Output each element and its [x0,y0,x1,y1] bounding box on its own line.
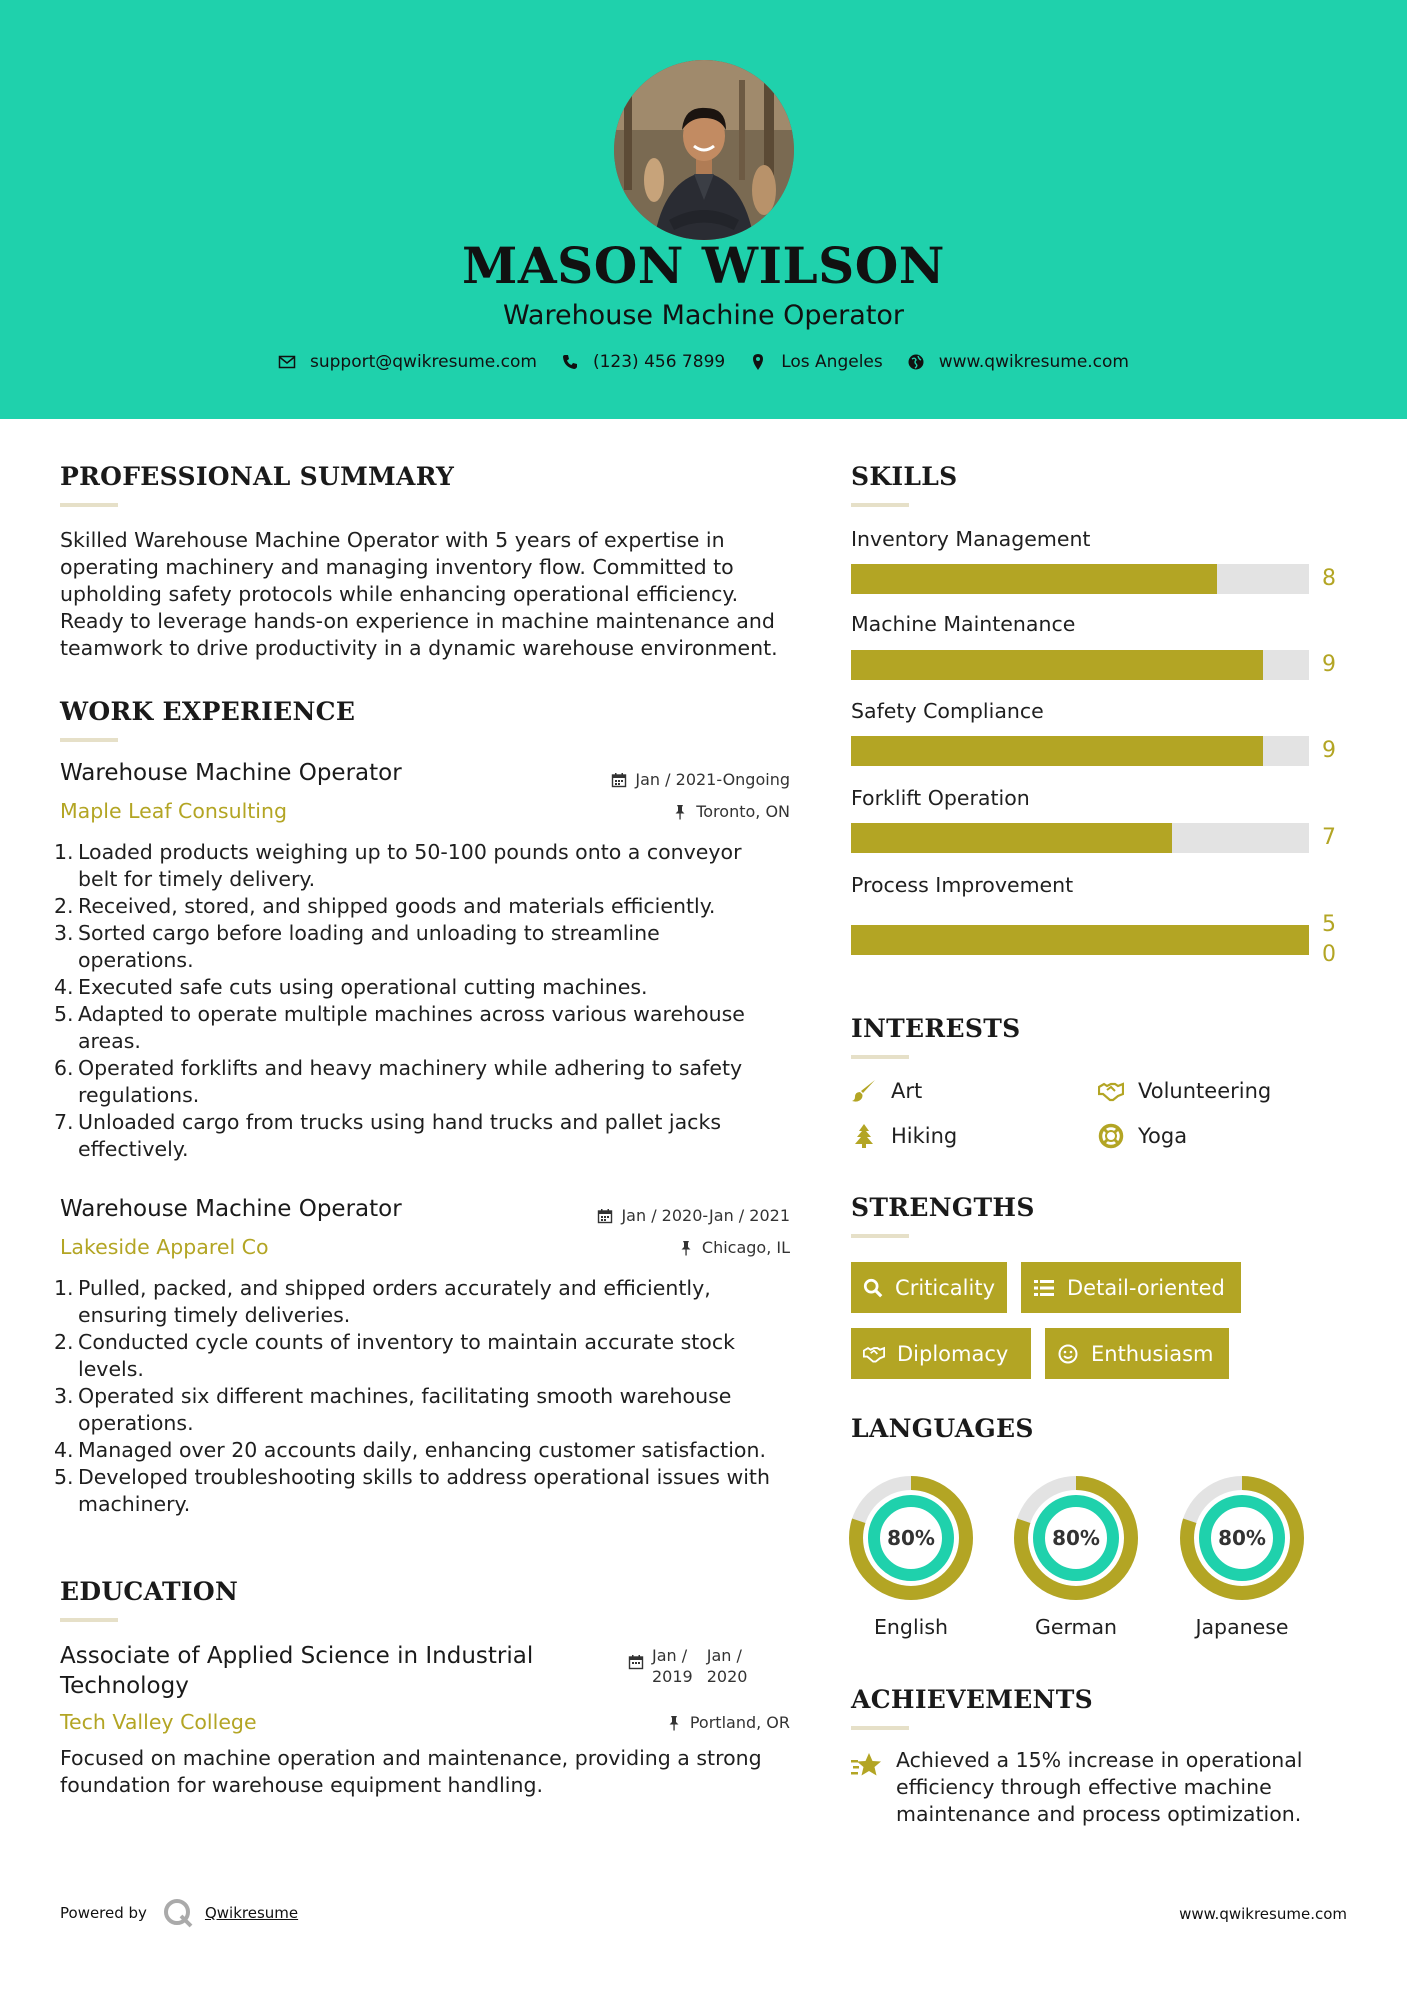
language-percent: 80% [1052,1526,1100,1550]
education-location [666,1713,790,1732]
experience-divider [60,738,118,742]
skill-bar [851,564,1309,594]
degree-line: Technology [60,1673,189,1699]
candidate-title: Warehouse Machine Operator [502,300,905,331]
skill-value: 9 [1322,652,1336,677]
envelope-icon [278,353,296,371]
degree-line: Associate of Applied Science in Industrial [60,1643,534,1669]
interest-item [851,1123,957,1149]
job-location-text: Chicago, IL [701,1238,790,1257]
interest-label: Hiking [891,1124,958,1148]
interest-item [1098,1078,1271,1104]
list-item: 4. Executed safe cuts using operational cutting machines. [54,975,648,999]
strength-badge [851,1262,1007,1313]
language-name: Japanese [1195,1615,1289,1639]
smile-icon [1057,1343,1079,1365]
language-percent: 80% [887,1526,935,1550]
job-date-text: Jan / 2020-Jan / 2021 [621,1206,790,1225]
achievements-heading: ACHIEVEMENTS [851,1685,1093,1714]
summary-line: Ready to leverage hands-on experience in machine maintenance and [60,609,775,633]
skill-bar-fill [851,650,1263,680]
contact-bar [0,352,1407,372]
skill-name: Safety Compliance [851,699,1044,723]
skill-value: 8 [1322,566,1336,591]
skill-bar [851,925,1309,955]
job-title: Warehouse Machine Operator [60,1196,402,1222]
skill-name: Forklift Operation [851,786,1030,810]
skills-heading: SKILLS [851,462,958,491]
strength-label: Criticality [895,1275,995,1300]
skill-bar-fill [851,925,1309,955]
contact-website[interactable] [907,352,1129,372]
list-item: 1. Loaded products weighing up to 50-100 pounds onto a conveyor belt for timely delivery. [54,840,742,891]
strengths-divider [851,1234,909,1238]
summary-heading: PROFESSIONAL SUMMARY [60,462,455,491]
education-heading: EDUCATION [60,1577,239,1606]
list-item: 5. Developed troubleshooting skills to address operational issues with machinery. [54,1465,770,1516]
achievements-divider [851,1726,909,1730]
skills-divider [851,503,909,507]
interests-heading: INTERESTS [851,1014,1021,1043]
list-item: 4. Managed over 20 accounts daily, enhancing customer satisfaction. [54,1438,766,1462]
job-location-text: Toronto, ON [696,802,790,821]
list-item: 7. Unloaded cargo from trucks using hand trucks and pallet jacks effectively. [54,1110,722,1161]
skill-bar [851,823,1309,853]
strength-label: Detail-oriented [1067,1275,1225,1300]
contact-location-text: Los Angeles [781,352,883,372]
contact-phone[interactable] [561,352,725,372]
list-item: 2. Conducted cycle counts of inventory to maintain accurate stock levels. [54,1330,735,1381]
globe-icon [907,353,925,371]
summary-line: operating machinery and managing inventory flow. Committed to [60,555,734,579]
skill-bar-fill [851,823,1172,853]
phone-icon [561,353,579,371]
summary-divider [60,503,118,507]
skill-value: 7 [1322,825,1336,850]
interest-item [851,1078,922,1104]
education-divider [60,1618,118,1622]
qwikresume-logo-icon [161,1896,195,1930]
qwikresume-link[interactable]: Qwikresume [204,1904,299,1922]
job-location [672,802,790,821]
contact-email-text: support@qwikresume.com [310,352,537,372]
header-banner [0,0,1407,419]
skill-bar [851,650,1309,680]
job-duties-list [54,839,800,1163]
paintbrush-icon [851,1078,877,1104]
achievement-text: Achieved a 15% increase in operational efficiency through effective machine maintenance and process optimization. [896,1748,1303,1826]
education-end: Jan / 2020 [706,1646,748,1686]
interest-item [1098,1123,1187,1149]
list-item: 1. Pulled, packed, and shipped orders accurately and efficiently, ensuring timely deliveries. [54,1276,711,1327]
strength-badge [851,1328,1031,1379]
skill-bar [851,736,1309,766]
degree-title [60,1641,533,1701]
pushpin-icon [672,804,688,820]
language-ring [1180,1476,1304,1600]
lifering-icon [1098,1123,1124,1149]
summary-text [60,527,800,662]
interest-label: Yoga [1138,1124,1188,1148]
job-location [678,1238,790,1257]
pushpin-icon [678,1240,694,1256]
summary-line: Skilled Warehouse Machine Operator with 5 years of expertise in [60,528,725,552]
education-description: Focused on machine operation and maintenance, providing a strong foundation for warehouse equipment handling. [60,1746,762,1797]
calendar-icon [611,772,627,788]
search-icon [863,1277,883,1299]
skill-value: 9 [1322,738,1336,763]
skill-bar-fill [851,736,1263,766]
summary-line: upholding safety protocols while enhancing operational efficiency. [60,582,739,606]
contact-phone-text: (123) 456 7899 [592,352,726,372]
company-name: Maple Leaf Consulting [60,799,288,823]
education-start: Jan / 2019 [652,1646,693,1686]
strengths-heading: STRENGTHS [851,1193,1035,1222]
footer-website[interactable]: www.qwikresume.com [1179,1905,1347,1923]
language-name: English [873,1615,949,1639]
list-item: 3. Operated six different machines, facilitating smooth warehouse operations. [54,1384,732,1435]
language-ring [1014,1476,1138,1600]
tree-icon [851,1123,877,1149]
list-item: 5. Adapted to operate multiple machines across various warehouse areas. [54,1002,745,1053]
skill-bar-fill [851,564,1217,594]
job-duties-list [54,1275,820,1518]
interests-divider [851,1055,909,1059]
list-item: 3. Sorted cargo before loading and unloading to streamline operations. [54,921,660,972]
handshake-icon [1098,1078,1124,1104]
powered-by-text: Powered by [60,1904,147,1922]
contact-email[interactable] [278,352,537,372]
interest-label: Volunteering [1138,1079,1272,1103]
contact-website-text: www.qwikresume.com [938,352,1129,372]
strength-label: Diplomacy [897,1341,1009,1366]
handshake-icon [863,1343,885,1365]
list-item: 2. Received, stored, and shipped goods and materials efficiently. [54,894,716,918]
footer-powered-by [60,1896,298,1930]
job-date-text: Jan / 2021-Ongoing [635,770,790,789]
list-icon [1033,1277,1055,1299]
job-title: Warehouse Machine Operator [60,760,402,786]
job-date [597,1206,790,1225]
company-name: Lakeside Apparel Co [60,1235,269,1259]
star-icon [851,1752,883,1780]
calendar-icon [628,1654,644,1670]
education-location-text: Portland, OR [689,1713,790,1732]
language-percent: 80% [1218,1526,1266,1550]
skill-name: Machine Maintenance [851,612,1076,636]
strength-label: Enthusiasm [1091,1341,1214,1366]
summary-line: teamwork to drive productivity in a dynamic warehouse environment. [60,636,778,660]
job-date [611,770,790,789]
skill-value: 5 0 [1322,912,1336,967]
school-name: Tech Valley College [60,1710,257,1734]
list-item: 6. Operated forklifts and heavy machinery while adhering to safety regulations. [54,1056,743,1107]
pushpin-icon [666,1715,682,1731]
language-ring [849,1476,973,1600]
contact-location [749,352,883,372]
profile-photo [614,60,794,240]
interest-label: Art [891,1079,923,1103]
skill-name: Process Improvement [851,873,1074,897]
language-name: German [1034,1615,1118,1639]
strength-badge [1021,1262,1241,1313]
strength-badge [1045,1328,1229,1379]
candidate-name: MASON WILSON [462,236,945,295]
skill-name: Inventory Management [851,527,1091,551]
map-marker-icon [749,353,767,371]
languages-heading: LANGUAGES [851,1414,1034,1443]
experience-heading: WORK EXPERIENCE [60,697,356,726]
education-dates [628,1645,747,1687]
calendar-icon [597,1208,613,1224]
